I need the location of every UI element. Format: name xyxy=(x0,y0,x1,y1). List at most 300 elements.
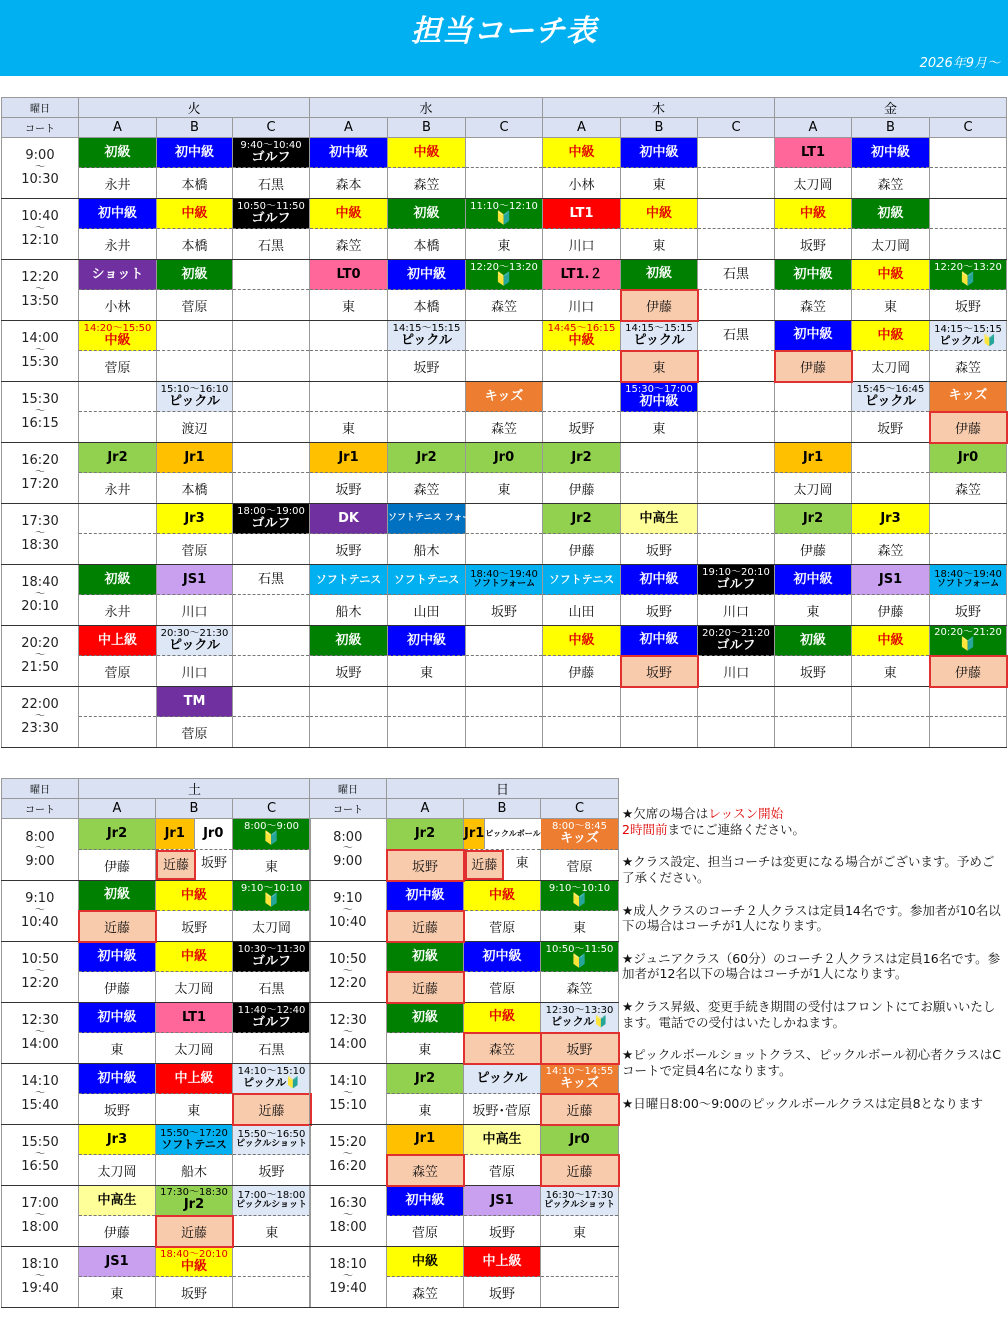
time-start: 14:00 xyxy=(21,331,59,347)
weekend-coach-cell: 菅原 xyxy=(464,1155,541,1186)
court-label-cell: コート xyxy=(2,118,79,138)
time-slot-cell xyxy=(2,1003,79,1064)
time-start: 18:40 xyxy=(21,575,59,591)
top-coach-cell: 森笠 xyxy=(466,412,543,443)
court-header: C xyxy=(233,118,310,138)
time-start: 8:00 xyxy=(333,829,363,845)
top-coach-cell: 坂野 xyxy=(775,229,852,260)
weekend-coach-cell: 坂野 xyxy=(156,911,233,942)
time-end: 16:15 xyxy=(21,416,59,432)
class-name: 初中級 xyxy=(97,948,137,964)
time-sep: ～ xyxy=(343,1026,353,1038)
top-coach-cell: 坂野 xyxy=(621,534,698,565)
top-class-cell xyxy=(388,626,466,656)
time-slot-cell xyxy=(310,1186,387,1247)
saturday-schedule-table xyxy=(1,778,312,1308)
time-start: 15:50 xyxy=(21,1135,59,1151)
weekend-coach-cell: 菅原 xyxy=(464,911,541,942)
top-class-cell xyxy=(79,321,157,351)
class-name: ソフトテニス フォームクラス xyxy=(388,512,508,523)
weekend-coach-cell: 東 xyxy=(541,1216,619,1247)
top-coach-cell: 森笠 xyxy=(852,168,930,199)
top-class-cell xyxy=(466,382,543,412)
top-coach-cell: 坂野 xyxy=(775,656,852,687)
class-name: 初中級 xyxy=(97,205,137,221)
top-class-cell xyxy=(698,443,775,473)
weekend-coach-cell: 東 xyxy=(156,1094,233,1125)
page-title: 担当コーチ表 xyxy=(411,14,597,49)
top-coach-cell xyxy=(543,351,621,382)
class-name: Jr0 xyxy=(957,449,979,465)
day-header: 木 xyxy=(543,98,775,118)
class-time: 20:20～21:20 xyxy=(934,627,1002,639)
class-name: 初級 xyxy=(335,632,362,648)
class-name: DK xyxy=(338,510,359,526)
top-class-cell xyxy=(775,382,852,412)
class-time: 14:15～15:15 xyxy=(934,323,1002,335)
class-name: 中級 xyxy=(488,887,515,903)
class-time: 8:00～9:00 xyxy=(244,821,299,833)
top-class-cell xyxy=(621,626,698,656)
top-coach-cell: 東 xyxy=(621,351,698,382)
court-header: C xyxy=(541,799,619,819)
top-class-cell xyxy=(698,565,775,595)
time-sep: ～ xyxy=(342,1148,353,1160)
time-end: 18:00 xyxy=(21,1220,59,1236)
top-coach-cell: 菅原 xyxy=(157,717,233,748)
top-coach-cell xyxy=(233,656,310,687)
class-name: 初級 xyxy=(645,266,672,282)
time-start: 22:00 xyxy=(21,697,59,713)
split-coach-cell xyxy=(464,850,541,881)
class-time: 15:30～17:00 xyxy=(625,383,693,395)
top-class-cell xyxy=(621,382,698,412)
class-name: ソフトテニス xyxy=(393,572,460,586)
time-sep: ～ xyxy=(35,1148,45,1160)
class-time: 18:00～19:00 xyxy=(237,505,305,517)
split-class-cell xyxy=(464,819,541,850)
class-name: 中上級 xyxy=(174,1070,214,1086)
class-name: 初中級 xyxy=(639,144,679,160)
court-header: B xyxy=(852,118,930,138)
time-end: 19:40 xyxy=(329,1281,367,1297)
time-sep: ～ xyxy=(35,710,45,722)
class-name: ゴルフ xyxy=(251,210,291,226)
time-slot-cell xyxy=(2,565,79,626)
top-class-cell xyxy=(930,321,1007,351)
weekend-class-cell xyxy=(156,1186,233,1216)
time-sep: ～ xyxy=(343,1087,353,1099)
time-sep: ～ xyxy=(343,1209,353,1221)
weekend-coach-cell: 坂野 xyxy=(156,1277,233,1308)
top-class-cell xyxy=(621,565,698,595)
time-slot-cell xyxy=(310,1003,387,1064)
top-class-cell xyxy=(852,565,930,595)
class-name: ソフトテニス xyxy=(548,572,615,586)
time-end: 15:40 xyxy=(21,1098,59,1114)
weekend-coach-cell: 森笠 xyxy=(541,972,619,1003)
top-class-cell xyxy=(543,382,621,412)
weekend-class-cell xyxy=(387,881,464,911)
time-end: 16:50 xyxy=(21,1159,59,1175)
weekend-coach-cell: 近藤 xyxy=(233,1094,311,1125)
class-name: ピックル xyxy=(168,637,221,653)
top-class-cell xyxy=(388,687,466,717)
time-end: 20:10 xyxy=(21,599,59,615)
split-class: Jr0 xyxy=(195,819,233,849)
time-sep: ～ xyxy=(35,1209,45,1221)
class-name: LT1 xyxy=(800,144,826,160)
weekend-coach-cell xyxy=(233,1277,311,1308)
top-class-cell xyxy=(930,260,1007,290)
weekend-coach-cell: 太刀岡 xyxy=(156,1033,233,1064)
time-end: 17:20 xyxy=(21,477,59,493)
top-coach-cell xyxy=(79,717,157,748)
top-coach-cell: 船木 xyxy=(310,595,388,626)
class-name: 初級 xyxy=(104,144,131,160)
weekend-class-cell xyxy=(79,881,156,911)
weekend-coach-cell: 近藤 xyxy=(156,1216,233,1247)
time-start: 10:40 xyxy=(21,209,59,225)
class-name: 初中級 xyxy=(639,571,679,587)
top-coach-cell: 坂野 xyxy=(930,595,1007,626)
top-class-cell xyxy=(543,626,621,656)
note-item: ★欠席の場合はレッスン開始 2時間前までにご連絡ください。 xyxy=(622,806,805,837)
class-name: 初中級 xyxy=(406,632,446,648)
time-end: 21:50 xyxy=(21,660,59,676)
class-name: ゴルフ xyxy=(716,637,756,653)
top-class-cell xyxy=(310,565,388,595)
top-coach-cell xyxy=(233,351,310,382)
time-end: 10:40 xyxy=(329,915,367,931)
class-time: 12:30～13:30 xyxy=(545,1005,614,1017)
time-end: 10:30 xyxy=(21,172,59,188)
top-coach-cell xyxy=(621,717,698,748)
class-name: 初中級 xyxy=(406,266,446,282)
weekend-coach-cell: 東 xyxy=(541,911,619,942)
class-name: 初級 xyxy=(877,205,904,221)
court-header: A xyxy=(79,799,156,819)
top-class-cell xyxy=(388,443,466,473)
class-name: 中級 xyxy=(645,205,672,221)
top-coach-cell: 坂野 xyxy=(310,473,388,504)
class-name: ゴルフ xyxy=(251,1014,291,1030)
weekend-class-cell xyxy=(79,1064,156,1094)
top-coach-cell xyxy=(388,412,466,443)
class-name: 中級 xyxy=(104,332,131,348)
top-coach-cell xyxy=(233,412,310,443)
class-time: 9:40～10:40 xyxy=(240,139,302,151)
time-end: 14:00 xyxy=(329,1037,367,1053)
class-name: ソフトテニス xyxy=(161,1137,227,1151)
top-class-cell xyxy=(543,443,621,473)
top-coach-cell xyxy=(310,351,388,382)
time-start: 16:30 xyxy=(329,1196,367,1212)
top-coach-cell: 川口 xyxy=(698,656,775,687)
top-class-cell xyxy=(930,565,1007,595)
class-name: 🔰 xyxy=(571,892,588,908)
class-name: 初級 xyxy=(411,948,438,964)
top-coach-cell: 坂野 xyxy=(466,595,543,626)
time-sep: ～ xyxy=(35,965,45,977)
top-coach-cell: 東 xyxy=(621,168,698,199)
weekend-coach-cell: 菅原 xyxy=(387,1216,464,1247)
weekend-class-cell xyxy=(233,1186,311,1216)
class-name: Jr1 xyxy=(338,449,359,465)
weekend-class-cell xyxy=(541,1186,619,1216)
day-label-cell: 曜日 xyxy=(310,779,387,799)
top-class-cell xyxy=(621,321,698,351)
class-name: ピックル xyxy=(864,393,917,409)
time-sep: ～ xyxy=(35,649,45,661)
top-coach-cell: 坂野 xyxy=(930,290,1007,321)
class-time: 15:10～16:10 xyxy=(160,383,229,395)
top-coach-cell: 伊藤 xyxy=(775,351,852,382)
weekend-coach-cell: 坂野 xyxy=(387,850,464,881)
weekend-coach-cell: 森笠 xyxy=(387,1155,464,1186)
weekend-coach-cell: 船木 xyxy=(156,1155,233,1186)
top-class-cell xyxy=(852,443,930,473)
weekend-class-cell xyxy=(79,1003,156,1033)
time-slot-cell xyxy=(2,443,79,504)
top-class-cell xyxy=(930,382,1007,412)
time-sep: ～ xyxy=(35,222,45,234)
top-class-cell xyxy=(621,687,698,717)
class-time: 14:20～15:50 xyxy=(83,322,152,334)
class-time: 11:40～12:40 xyxy=(237,1004,306,1016)
class-name: ゴルフ xyxy=(716,576,756,592)
time-sep: ～ xyxy=(35,405,45,417)
top-class-cell xyxy=(466,626,543,656)
top-class-cell xyxy=(698,504,775,534)
weekend-coach-cell: 坂野 xyxy=(464,1216,541,1247)
class-time: 14:45～16:15 xyxy=(547,322,616,334)
top-coach-cell xyxy=(79,534,157,565)
weekend-class-cell xyxy=(541,1064,619,1094)
class-time: 16:30～17:30 xyxy=(545,1190,614,1202)
class-name: ゴルフ xyxy=(251,149,291,165)
top-coach-cell: 森笠 xyxy=(930,473,1007,504)
class-time: 15:50～17:20 xyxy=(160,1127,228,1139)
top-class-cell xyxy=(852,687,930,717)
top-coach-cell: 東 xyxy=(621,229,698,260)
time-start: 20:20 xyxy=(21,636,59,652)
class-name: ピックル xyxy=(400,332,453,348)
top-coach-cell: 坂野 xyxy=(388,351,466,382)
time-slot-cell xyxy=(310,1247,387,1308)
time-start: 12:30 xyxy=(329,1013,367,1029)
top-coach-cell: 菅原 xyxy=(79,656,157,687)
split-coach: 東 xyxy=(515,856,529,871)
class-name: キッズ xyxy=(484,388,524,404)
top-class-cell xyxy=(775,565,852,595)
time-end: 9:00 xyxy=(25,853,55,869)
weekend-coach-cell: 近藤 xyxy=(541,1094,619,1125)
top-coach-cell: 本橋 xyxy=(157,168,233,199)
class-name: 🔰 xyxy=(263,831,280,847)
time-slot-cell xyxy=(2,199,79,260)
weekend-coach-cell: 太刀岡 xyxy=(156,972,233,1003)
class-time: 17:00～18:00 xyxy=(237,1189,306,1201)
class-name: 中級 xyxy=(488,1009,515,1025)
weekend-class-cell xyxy=(464,942,541,972)
class-name: 中級 xyxy=(181,205,208,221)
class-name: Jr2 xyxy=(802,510,824,526)
time-start: 15:30 xyxy=(21,392,59,408)
time-end: 12:20 xyxy=(329,976,367,992)
time-sep: ～ xyxy=(35,1026,45,1038)
top-class-cell xyxy=(621,138,698,168)
weekend-coach-cell: 坂野･菅原 xyxy=(464,1094,541,1125)
top-class-cell xyxy=(775,504,852,534)
class-time: 18:40～19:40 xyxy=(470,568,538,580)
class-time: 14:15～15:15 xyxy=(392,322,461,334)
class-name: 中級 xyxy=(568,332,595,348)
class-time: 14:15～15:15 xyxy=(625,322,693,334)
court-header: C xyxy=(466,118,543,138)
top-class-cell xyxy=(388,321,466,351)
weekend-class-cell xyxy=(79,942,156,972)
day-header: 日 xyxy=(387,779,619,799)
class-time: 9:10～10:10 xyxy=(240,882,303,894)
time-sep: ～ xyxy=(35,161,45,173)
class-name: 初中級 xyxy=(793,571,833,587)
class-time: 20:30～21:30 xyxy=(160,627,229,639)
top-coach-cell: 太刀岡 xyxy=(852,351,930,382)
top-coach-cell: 石黒 xyxy=(233,229,310,260)
time-slot-cell xyxy=(2,321,79,382)
top-class-cell xyxy=(466,565,543,595)
top-class-cell xyxy=(930,443,1007,473)
court-header: A xyxy=(310,118,388,138)
time-end: 15:10 xyxy=(329,1098,367,1114)
weekend-class-cell xyxy=(464,1186,541,1216)
top-coach-cell xyxy=(930,717,1007,748)
class-name: ピックル🔰 xyxy=(551,1015,608,1029)
top-coach-cell xyxy=(79,412,157,443)
top-coach-cell: 東 xyxy=(310,412,388,443)
time-end: 10:40 xyxy=(21,915,59,931)
top-coach-cell: 東 xyxy=(466,229,543,260)
top-class-cell xyxy=(775,687,852,717)
top-class-cell xyxy=(157,321,233,351)
class-name: 🔰 xyxy=(263,892,280,908)
weekend-coach-cell: 伊藤 xyxy=(79,850,156,881)
top-class-cell xyxy=(157,138,233,168)
weekend-class-cell xyxy=(387,1247,464,1277)
top-coach-cell: 本橋 xyxy=(388,290,466,321)
class-time: 17:30～18:30 xyxy=(160,1187,228,1199)
class-name: Jr2 xyxy=(414,825,436,841)
top-class-cell xyxy=(157,504,233,534)
time-start: 9:10 xyxy=(333,891,363,907)
weekend-coach-cell: 菅原 xyxy=(464,972,541,1003)
top-class-cell xyxy=(852,321,930,351)
time-sep: ～ xyxy=(35,1087,45,1099)
class-name: ピックル xyxy=(168,393,221,409)
class-name: 中高生 xyxy=(97,1192,137,1208)
class-name: 初級 xyxy=(104,571,131,587)
top-coach-cell: 坂野 xyxy=(310,656,388,687)
top-class-cell xyxy=(543,260,621,290)
time-slot-cell xyxy=(2,260,79,321)
class-name: 🔰 xyxy=(959,637,977,653)
time-slot-cell xyxy=(310,1125,387,1186)
top-coach-cell: 菅原 xyxy=(157,534,233,565)
time-end: 19:40 xyxy=(21,1281,59,1297)
class-name: 中級 xyxy=(568,632,595,648)
top-class-cell xyxy=(388,199,466,229)
weekend-coach-cell: 近藤 xyxy=(541,1155,619,1186)
class-name: 初中級 xyxy=(97,1009,137,1025)
top-coach-cell: 伊藤 xyxy=(621,290,698,321)
class-name: 中級 xyxy=(568,144,595,160)
class-time: 20:20～21:20 xyxy=(702,627,770,639)
top-class-cell xyxy=(775,138,852,168)
class-name: ショット xyxy=(91,266,144,282)
top-coach-cell: 石黒 xyxy=(233,168,310,199)
top-class-cell xyxy=(466,260,543,290)
top-coach-cell xyxy=(466,168,543,199)
top-coach-cell: 太刀岡 xyxy=(775,473,852,504)
class-name: 石黒 xyxy=(257,571,284,587)
top-coach-cell: 川口 xyxy=(543,229,621,260)
top-class-cell xyxy=(775,260,852,290)
top-coach-cell: 船木 xyxy=(388,534,466,565)
top-coach-cell: 川口 xyxy=(157,595,233,626)
top-class-cell xyxy=(79,138,157,168)
top-class-cell xyxy=(310,321,388,351)
top-coach-cell xyxy=(698,351,775,382)
class-name: JS1 xyxy=(105,1253,129,1269)
top-coach-cell: 東 xyxy=(852,656,930,687)
time-slot-cell xyxy=(2,1125,79,1186)
top-coach-cell xyxy=(388,717,466,748)
time-sep: ～ xyxy=(35,843,45,855)
class-name: キッズ xyxy=(948,388,988,404)
top-class-cell xyxy=(310,138,388,168)
top-class-cell xyxy=(621,443,698,473)
top-class-cell xyxy=(775,199,852,229)
top-coach-cell: 伊藤 xyxy=(852,595,930,626)
time-start: 18:10 xyxy=(329,1257,367,1273)
top-coach-cell: 坂野 xyxy=(543,412,621,443)
weekend-coach-cell: 太刀岡 xyxy=(79,1155,156,1186)
class-name: 中級 xyxy=(180,948,207,964)
class-name: ソフトテニス xyxy=(315,572,382,586)
top-coach-cell xyxy=(466,534,543,565)
weekend-class-cell xyxy=(464,1125,541,1155)
class-name: 初中級 xyxy=(97,1070,137,1086)
class-name: Jr3 xyxy=(106,1131,128,1147)
top-class-cell xyxy=(698,626,775,656)
class-time: 19:10～20:10 xyxy=(702,566,770,578)
top-coach-cell: 森笠 xyxy=(388,168,466,199)
weekend-class-cell xyxy=(387,1125,464,1155)
weekend-class-cell xyxy=(233,1003,311,1033)
top-coach-cell xyxy=(698,534,775,565)
top-class-cell xyxy=(852,138,930,168)
top-coach-cell xyxy=(930,534,1007,565)
class-name: LT1 xyxy=(569,205,594,221)
time-start: 18:10 xyxy=(21,1257,59,1273)
top-class-cell xyxy=(543,321,621,351)
class-name: ピックル🔰 xyxy=(243,1076,300,1090)
top-coach-cell: 山田 xyxy=(388,595,466,626)
top-coach-cell xyxy=(775,412,852,443)
court-header: B xyxy=(156,799,233,819)
top-coach-cell: 太刀岡 xyxy=(775,168,852,199)
